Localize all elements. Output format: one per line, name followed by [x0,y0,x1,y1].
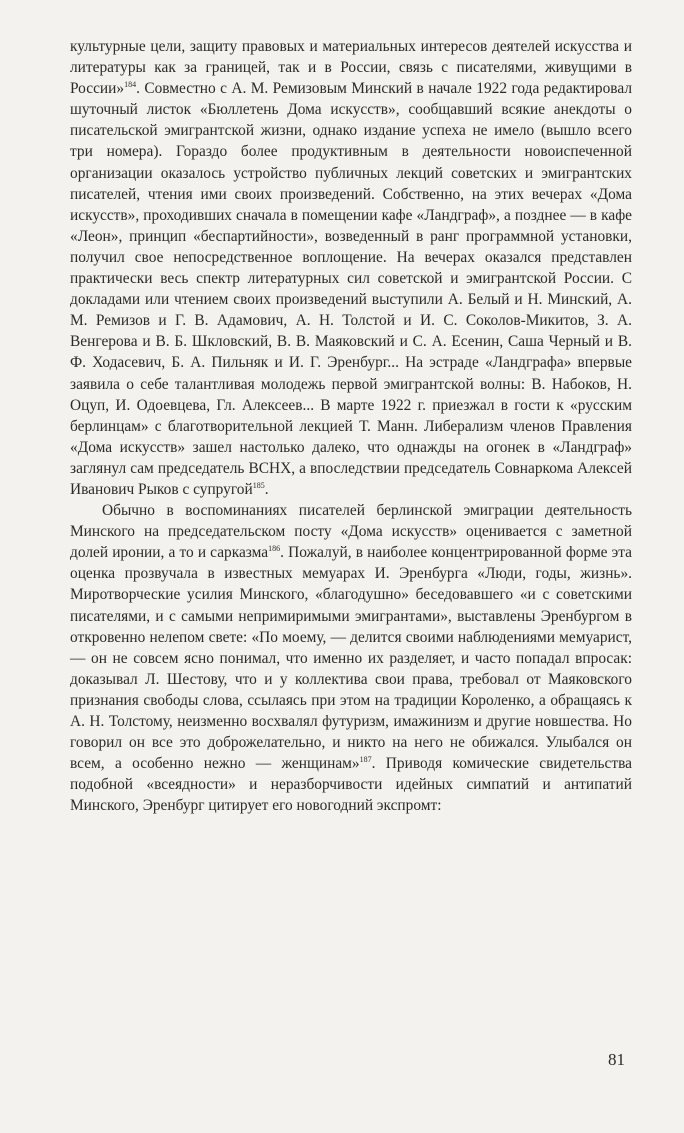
footnote-marker: 187 [359,755,372,765]
footnote-marker: 184 [124,80,137,90]
paragraph [70,36,632,500]
paragraph [70,500,632,816]
text-run: . [264,480,269,498]
footnote-marker: 186 [268,544,281,554]
text-run: . Приводя комические свидетельства подобной «всеядности» и неразборчивости идейных симпатий и антипатий Минского, Эренбург цитирует его новогодний экспромт: [70,755,632,815]
footnote-marker: 185 [252,480,265,490]
page-number: 81 [608,1050,625,1069]
text-run: . Совместно с А. М. Ремизовым Минский в начале 1922 года редактировал шуточный листок «Бюллетень Дома искусств», сообщавший всякие анекдоты о писательской эмигрантской жизни, однако издание успеха не имело (вышло всего три номера). Гораздо более продуктивным в деятельности новоиспеченной организации оказалось устройство публичных лекций советских и эмигрантских писателей, чтения ими своих произведений. Собственно, на этих вечерах «Дома искусств», проходивших сначала в помещении кафе «Ландграф», а позднее — в кафе «Леон», принцип «беспартийности», возведенный в ранг программной установки, получил свое непосредственное воплощение. На вечерах оказался представлен практически весь спектр литературных сил советской и эмигрантской России. С докладами или чтением своих произведений выступили А. Белый и Н. Минский, А. М. Ремизов и Г. В. Адамович, А. Н. Толстой и И. С. Соколов-Микитов, З. А. Венгерова и В. Б. Шкловский, В. В. Маяковский и С. А. Есенин, Саша Черный и В. Ф. Ходасевич, Б. А. Пильняк и И. Г. Эренбург... На эстраде «Ландграфа» впервые заявила о себе талантливая молодежь первой эмигрантской волны: В. Набоков, Н. Оцуп, И. Одоевцева, Гл. Алексеев... В марте 1922 г. приезжал в гости к «русским берлинцам» с благотворительной лекцией Т. Манн. Либерализм членов Правления «Дома искусств» зашел настолько далеко, что однажды на огонек в «Ландграф» заглянул сам председатель ВСНХ, а впоследствии председатель Совнаркома Алексей Иванович Рыков с супругой [70,80,632,498]
text-run: культурные цели, защиту правовых и материальных интересов деятелей искусства и литературы как за границей, так и в России, связь с писателями, живущими в России» [70,38,632,98]
body-text [70,36,632,816]
text-run: . Пожалуй, в наиболее концентрированной форме эта оценка прозвучала в известных мемуарах И. Эренбурга «Люди, годы, жизнь». Миротворческие усилия Минского, «благодушно» беседовавшего «и с советскими писателями, и с самыми непримиримыми эмигрантами», выставлены Эренбургом в откровенно нелепом свете: «По моему, — делится своими наблюдениями мемуарист, — он не совсем ясно понимал, что именно их разделяет, и часто попадал впросак: доказывал Л. Шестову, что и у коллектива свои права, требовал от Маяковского признания свободы слова, ссылаясь при этом на традиции Короленко, а обращаясь к А. Н. Толстому, неизменно восхвалял футуризм, имажинизм и другие новшества. Но говорил он все это доброжелательно, и никто на него не обижался. Улыбался он всем, а особенно нежно — женщинам» [70,544,632,773]
text-run: Обычно в воспоминаниях писателей берлинской эмиграции деятельность Минского на председательском посту «Дома искусств» оценивается с заметной долей иронии, а то и сарказма [70,502,632,562]
